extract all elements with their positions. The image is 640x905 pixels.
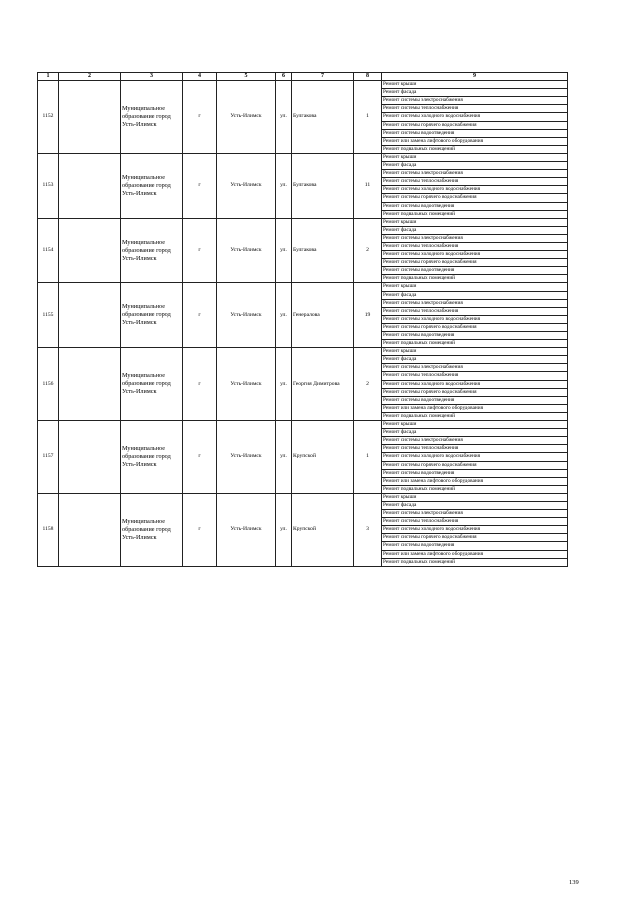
- work-item: Ремонт системы горячего водоснабжения: [382, 323, 568, 331]
- work-item: Ремонт или замена лифтового оборудования: [382, 137, 568, 145]
- work-item: Ремонт подвальных помещений: [382, 485, 568, 493]
- work-item: Ремонт или замена лифтового оборудования: [382, 404, 568, 412]
- col-header: 6: [276, 73, 292, 81]
- col-header: 5: [217, 73, 276, 81]
- street-name: Крупской: [292, 421, 354, 494]
- table-row: [38, 218, 568, 226]
- table-row: [38, 81, 568, 89]
- work-item: Ремонт системы водоотведения: [382, 202, 568, 210]
- city-name: Усть-Илимск: [217, 348, 276, 421]
- work-item: Ремонт системы электроснабжения: [382, 510, 568, 518]
- settlement-type: г: [183, 493, 217, 566]
- municipality-name: Муниципальное образование город Усть-Илимск: [121, 218, 183, 283]
- table-body: [38, 73, 568, 567]
- register-sheet: [37, 72, 567, 567]
- empty-cell: [59, 81, 121, 154]
- work-item: Ремонт фасада: [382, 89, 568, 97]
- street-name: Булгакова: [292, 81, 354, 154]
- work-item: Ремонт системы водоотведения: [382, 396, 568, 404]
- work-item: Ремонт системы горячего водоснабжения: [382, 461, 568, 469]
- work-item: Ремонт системы теплоснабжения: [382, 445, 568, 453]
- work-item: Ремонт фасада: [382, 429, 568, 437]
- city-name: Усть-Илимск: [217, 153, 276, 218]
- empty-cell: [59, 283, 121, 348]
- work-item: Ремонт системы водоотведения: [382, 129, 568, 137]
- city-name: Усть-Илимск: [217, 283, 276, 348]
- record-number: 1153: [38, 153, 59, 218]
- work-item: Ремонт системы теплоснабжения: [382, 242, 568, 250]
- work-item: Ремонт системы горячего водоснабжения: [382, 259, 568, 267]
- work-item: Ремонт системы теплоснабжения: [382, 105, 568, 113]
- empty-cell: [59, 421, 121, 494]
- municipality-name: Муниципальное образование город Усть-Илимск: [121, 81, 183, 154]
- work-item: Ремонт крыши: [382, 493, 568, 501]
- work-item: Ремонт крыши: [382, 348, 568, 356]
- street-type: ул.: [276, 153, 292, 218]
- record-number: 1155: [38, 283, 59, 348]
- street-type: ул.: [276, 283, 292, 348]
- settlement-type: г: [183, 81, 217, 154]
- municipality-name: Муниципальное образование город Усть-Илимск: [121, 421, 183, 494]
- work-item: Ремонт системы теплоснабжения: [382, 307, 568, 315]
- work-item: Ремонт системы холодного водоснабжения: [382, 380, 568, 388]
- settlement-type: г: [183, 153, 217, 218]
- settlement-type: г: [183, 348, 217, 421]
- header-row: [38, 73, 568, 81]
- work-item: Ремонт системы электроснабжения: [382, 234, 568, 242]
- work-item: Ремонт системы холодного водоснабжения: [382, 453, 568, 461]
- work-item: Ремонт системы горячего водоснабжения: [382, 194, 568, 202]
- work-item: Ремонт фасада: [382, 162, 568, 170]
- work-item: Ремонт системы водоотведения: [382, 469, 568, 477]
- work-item: Ремонт системы горячего водоснабжения: [382, 534, 568, 542]
- work-item: Ремонт системы холодного водоснабжения: [382, 315, 568, 323]
- col-header: 1: [38, 73, 59, 81]
- record-number: 1154: [38, 218, 59, 283]
- street-type: ул.: [276, 421, 292, 494]
- house-number: 2: [354, 348, 382, 421]
- work-item: Ремонт системы водоотведения: [382, 332, 568, 340]
- work-item: Ремонт фасада: [382, 291, 568, 299]
- street-name: Генералова: [292, 283, 354, 348]
- work-item: Ремонт системы теплоснабжения: [382, 178, 568, 186]
- work-item: Ремонт или замена лифтового оборудования: [382, 477, 568, 485]
- work-item: Ремонт подвальных помещений: [382, 210, 568, 218]
- municipality-name: Муниципальное образование город Усть-Илимск: [121, 153, 183, 218]
- work-item: Ремонт крыши: [382, 283, 568, 291]
- record-number: 1157: [38, 421, 59, 494]
- city-name: Усть-Илимск: [217, 493, 276, 566]
- municipality-name: Муниципальное образование город Усть-Илимск: [121, 348, 183, 421]
- table-row: [38, 283, 568, 291]
- work-item: Ремонт системы горячего водоснабжения: [382, 388, 568, 396]
- work-item: Ремонт системы горячего водоснабжения: [382, 121, 568, 129]
- work-item: Ремонт фасада: [382, 226, 568, 234]
- work-item: Ремонт подвальных помещений: [382, 558, 568, 566]
- work-item: Ремонт системы холодного водоснабжения: [382, 526, 568, 534]
- record-number: 1156: [38, 348, 59, 421]
- col-header: 7: [292, 73, 354, 81]
- street-name: Булгакова: [292, 218, 354, 283]
- street-name: Георгия Димитрова: [292, 348, 354, 421]
- work-item: Ремонт системы электроснабжения: [382, 437, 568, 445]
- work-item: Ремонт подвальных помещений: [382, 340, 568, 348]
- work-item: Ремонт фасада: [382, 501, 568, 509]
- settlement-type: г: [183, 283, 217, 348]
- street-type: ул.: [276, 218, 292, 283]
- empty-cell: [59, 493, 121, 566]
- work-item: Ремонт фасада: [382, 356, 568, 364]
- empty-cell: [59, 218, 121, 283]
- settlement-type: г: [183, 421, 217, 494]
- work-item: Ремонт крыши: [382, 81, 568, 89]
- work-item: Ремонт подвальных помещений: [382, 275, 568, 283]
- table-row: [38, 153, 568, 161]
- work-item: Ремонт подвальных помещений: [382, 145, 568, 153]
- house-number: 1: [354, 421, 382, 494]
- municipality-name: Муниципальное образование город Усть-Илимск: [121, 283, 183, 348]
- street-name: Крупской: [292, 493, 354, 566]
- work-item: Ремонт системы электроснабжения: [382, 299, 568, 307]
- house-number: 3: [354, 493, 382, 566]
- work-item: Ремонт системы электроснабжения: [382, 364, 568, 372]
- municipality-name: Муниципальное образование город Усть-Илимск: [121, 493, 183, 566]
- col-header: 4: [183, 73, 217, 81]
- empty-cell: [59, 153, 121, 218]
- col-header: 8: [354, 73, 382, 81]
- table-row: [38, 348, 568, 356]
- work-item: Ремонт системы холодного водоснабжения: [382, 113, 568, 121]
- record-number: 1152: [38, 81, 59, 154]
- work-item: Ремонт крыши: [382, 153, 568, 161]
- city-name: Усть-Илимск: [217, 421, 276, 494]
- work-item: Ремонт крыши: [382, 218, 568, 226]
- table-row: [38, 421, 568, 429]
- street-type: ул.: [276, 493, 292, 566]
- record-number: 1158: [38, 493, 59, 566]
- work-item: Ремонт системы теплоснабжения: [382, 372, 568, 380]
- empty-cell: [59, 348, 121, 421]
- work-item: Ремонт подвальных помещений: [382, 412, 568, 420]
- work-item: Ремонт системы электроснабжения: [382, 170, 568, 178]
- house-number: 11: [354, 153, 382, 218]
- settlement-type: г: [183, 218, 217, 283]
- repair-register-table: [37, 72, 568, 567]
- table-row: [38, 493, 568, 501]
- col-header: 3: [121, 73, 183, 81]
- house-number: 2: [354, 218, 382, 283]
- work-item: Ремонт системы теплоснабжения: [382, 518, 568, 526]
- col-header: 2: [59, 73, 121, 81]
- house-number: 1: [354, 81, 382, 154]
- work-item: Ремонт системы электроснабжения: [382, 97, 568, 105]
- house-number: 19: [354, 283, 382, 348]
- work-item: Ремонт системы холодного водоснабжения: [382, 186, 568, 194]
- street-type: ул.: [276, 81, 292, 154]
- street-type: ул.: [276, 348, 292, 421]
- work-item: Ремонт системы водоотведения: [382, 542, 568, 550]
- col-header: 9: [382, 73, 568, 81]
- work-item: Ремонт системы холодного водоснабжения: [382, 251, 568, 259]
- work-item: Ремонт системы водоотведения: [382, 267, 568, 275]
- work-item: Ремонт или замена лифтового оборудования: [382, 550, 568, 558]
- page-number: 139: [569, 879, 579, 886]
- work-item: Ремонт крыши: [382, 421, 568, 429]
- street-name: Булгакова: [292, 153, 354, 218]
- city-name: Усть-Илимск: [217, 81, 276, 154]
- city-name: Усть-Илимск: [217, 218, 276, 283]
